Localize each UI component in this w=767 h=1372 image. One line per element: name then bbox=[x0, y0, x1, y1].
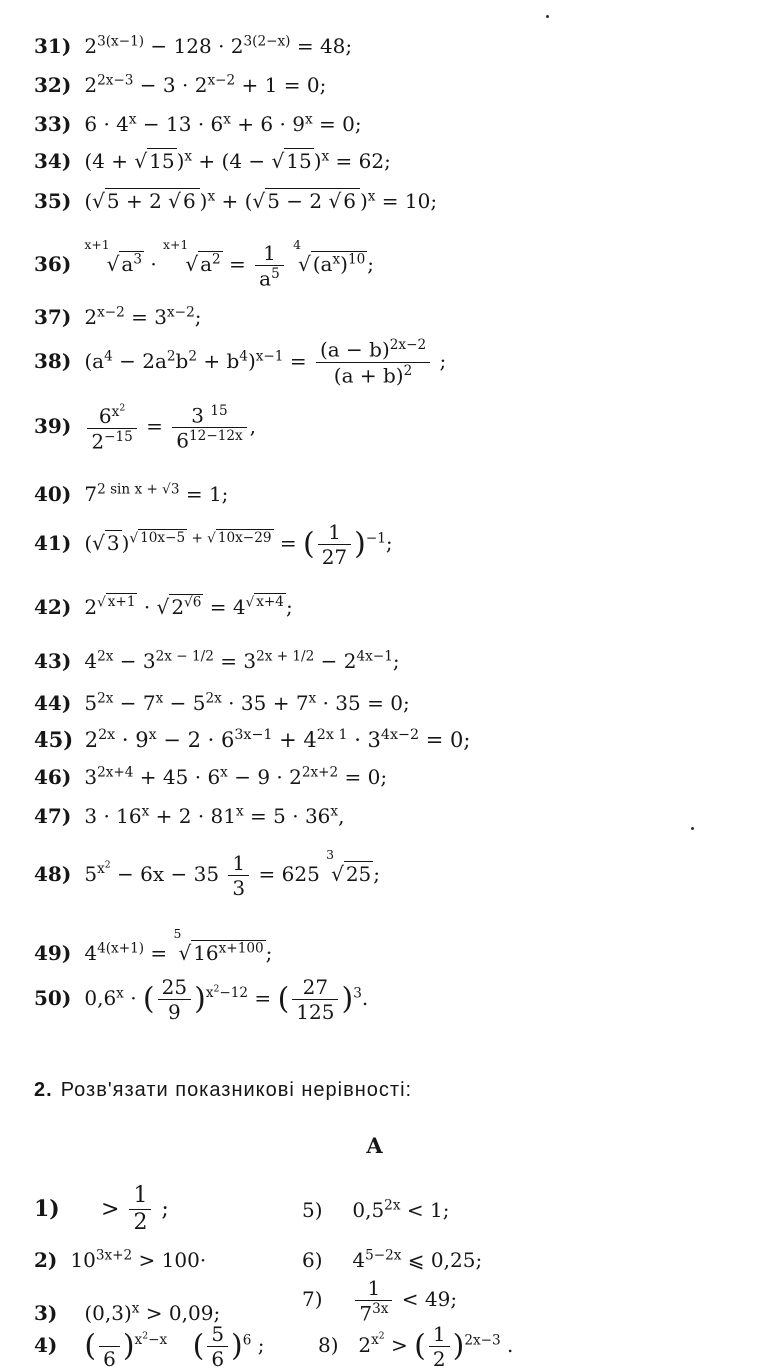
equation-number: 36) bbox=[34, 252, 72, 276]
equation-48 bbox=[34, 848, 380, 900]
inequality-body: $10^{3x+2} > 100\cdot$ bbox=[70, 1247, 207, 1272]
equation-body: $7^{2 sin x + √3} = 1$; bbox=[84, 481, 229, 506]
equation-49 bbox=[34, 927, 272, 965]
equation-31 bbox=[34, 33, 352, 58]
equation-45 bbox=[34, 727, 470, 753]
equation-body: $6 \cdot 4^x - 13 \cdot 6^x + 6 \cdot 9^x = 0$; bbox=[84, 111, 362, 136]
inequality-body: $(0,3)^x > 0,09$; bbox=[84, 1300, 221, 1325]
section-title: Розв'язати показникові нерівності: bbox=[60, 1079, 413, 1101]
equation-number: 43) bbox=[34, 648, 72, 673]
equation-39 bbox=[34, 402, 256, 454]
group-label: А bbox=[366, 1133, 384, 1158]
scan-speck bbox=[546, 15, 549, 18]
inequality-number: 1) bbox=[34, 1195, 60, 1222]
equation-body: (4 + √ 15 )$^x$ + (4 − √ 15 )$^x$ = 62; bbox=[84, 148, 391, 173]
equation-41 bbox=[34, 520, 393, 569]
equation-body: $3 \cdot 16^x + 2 \cdot 81^x = 5 \cdot 36^x$, bbox=[84, 803, 345, 828]
equation-number: 41) bbox=[34, 531, 72, 555]
inequality-8 bbox=[318, 1322, 513, 1371]
section-number: 2. bbox=[34, 1079, 53, 1101]
equation-number: 38) bbox=[34, 348, 72, 373]
equation-number: 34) bbox=[34, 148, 72, 173]
equation-38 bbox=[34, 337, 446, 387]
inequality-3 bbox=[34, 1300, 220, 1325]
equation-number: 35) bbox=[34, 188, 72, 213]
equation-body: $^{x+1}$√ $a^3 \cdot ^{x+1}√$ $a^2$ = $\frac{1}{a^5}$ $^4$√ $(a^x)^{10}$ ; bbox=[84, 237, 375, 291]
equation-43 bbox=[34, 648, 400, 673]
equation-number: 40) bbox=[34, 481, 72, 506]
equation-44 bbox=[34, 690, 410, 715]
equation-number: 42) bbox=[34, 594, 72, 619]
equation-35 bbox=[34, 188, 437, 213]
equation-body: $2^{√ x+1}$ · √ $2^{√6} = 4^{√ x+4}$ ; bbox=[84, 594, 293, 619]
equation-body: $(a^4 - 2a^2b^2 + b^4)^{x-1}$ = $\frac{(a - b)^{2x-2}}{(a + b)^2}$ ; bbox=[84, 337, 447, 388]
inequality-4 bbox=[34, 1322, 265, 1371]
inequality-body: $\frac{1}{7^{3x}}$ < 49; bbox=[352, 1287, 457, 1311]
equation-number: 50) bbox=[34, 986, 72, 1010]
inequality-body: ( 6 )$^{x^2-x}$ ( $\frac{5}{6}$ )$^6$ ; bbox=[84, 1322, 265, 1371]
equation-37 bbox=[34, 304, 201, 329]
equation-body: $\frac{6^{x^2}}{2^{-15}}$ = $\frac{3 ^{15}}{6^{12-12x}}$ , bbox=[84, 414, 256, 438]
equation-number: 37) bbox=[34, 304, 72, 329]
equation-body: $2^{x-2} = 3^{x-2}$; bbox=[84, 304, 202, 329]
equation-body: $4^{2x} - 3^{2x - 1/2} = 3^{2x + 1/2} - 2^{4x-1}$; bbox=[84, 648, 400, 673]
equation-body: $5^{2x} - 7^x - 5^{2x} \cdot 35 + 7^x \cdot 35 = 0$; bbox=[84, 690, 410, 715]
equation-32 bbox=[34, 72, 326, 97]
equation-number: 47) bbox=[34, 803, 72, 828]
equation-body: $5^{x^2} - 6x - 35$ $\frac{1}{3}$ = 625 $^3$√ 25 ; bbox=[84, 847, 381, 900]
equation-36 bbox=[34, 238, 374, 290]
inequality-number: 8) bbox=[318, 1333, 339, 1357]
inequality-number: 4) bbox=[34, 1333, 58, 1357]
equation-34 bbox=[34, 148, 391, 173]
inequality-number: 3) bbox=[34, 1300, 58, 1325]
equation-33 bbox=[34, 111, 362, 136]
equation-42 bbox=[34, 594, 293, 619]
equation-number: 48) bbox=[34, 862, 72, 886]
inequality-body: $0,5^{2x} < 1$; bbox=[352, 1197, 450, 1222]
equation-number: 33) bbox=[34, 111, 72, 136]
equation-number: 44) bbox=[34, 690, 72, 715]
equation-body: $2^{2x-3} - 3 \cdot 2^{x-2} + 1 = 0$; bbox=[84, 72, 327, 97]
inequality-number: 7) bbox=[302, 1287, 323, 1312]
equation-50 bbox=[34, 975, 368, 1024]
inequality-number: 5) bbox=[302, 1197, 323, 1222]
equation-number: 45) bbox=[34, 727, 74, 752]
equation-40 bbox=[34, 481, 228, 506]
inequality-6 bbox=[302, 1247, 482, 1272]
inequality-1 bbox=[34, 1183, 169, 1237]
equation-47 bbox=[34, 803, 344, 828]
equation-number: 31) bbox=[34, 33, 72, 58]
equation-number: 39) bbox=[34, 414, 72, 439]
equation-body: $2^{2x} \cdot 9^x - 2 \cdot 6^{3x-1} + 4^{2x 1} \cdot 3^{4x-2} = 0$; bbox=[84, 727, 471, 752]
inequality-body: $4^{5-2x}$ ⩽ 0,25; bbox=[352, 1247, 483, 1272]
scan-speck bbox=[691, 827, 694, 830]
equation-body: (√ 3 )$^{√ 10x-5 + √ 10x-29}$ = ( $\frac{1}{27}$ )$^{-1}$; bbox=[84, 520, 393, 569]
equation-number: 49) bbox=[34, 941, 72, 965]
inequality-number: 2) bbox=[34, 1247, 58, 1272]
equation-body: $4^{4(x+1)} = ^5√$ $16^{x+100}$ ; bbox=[84, 926, 273, 965]
section-heading bbox=[34, 1079, 412, 1102]
equation-46 bbox=[34, 764, 387, 789]
inequality-body: $2^{x^2}$ > ( $\frac{1}{2}$ )$^{2x-3}$ . bbox=[358, 1322, 514, 1371]
inequality-2 bbox=[34, 1247, 206, 1272]
inequality-5 bbox=[302, 1197, 449, 1222]
equation-body: $0,6^x$ · ( $\frac{25}{9}$ )$^{x^2-12}$ = ( $\frac{27}{125}$ )$^3$. bbox=[84, 975, 369, 1024]
inequality-7 bbox=[302, 1276, 457, 1326]
equation-body: $2^{3(x-1)} - 128 \cdot 2^{3(2-x)} = 48$; bbox=[84, 33, 353, 58]
equation-body: $3^{2x+4} + 45 \cdot 6^x - 9 \cdot 2^{2x+2} = 0$; bbox=[84, 764, 388, 789]
inequality-number: 6) bbox=[302, 1247, 323, 1272]
equation-number: 32) bbox=[34, 72, 72, 97]
inequality-body: > $\frac{1}{2}$ ; bbox=[101, 1183, 169, 1236]
equation-body: (√ 5 + 2 √ 6 )$^x$ + (√ 5 − 2 √ 6 )$^x$ = 10; bbox=[84, 188, 438, 213]
equation-number: 46) bbox=[34, 764, 72, 789]
